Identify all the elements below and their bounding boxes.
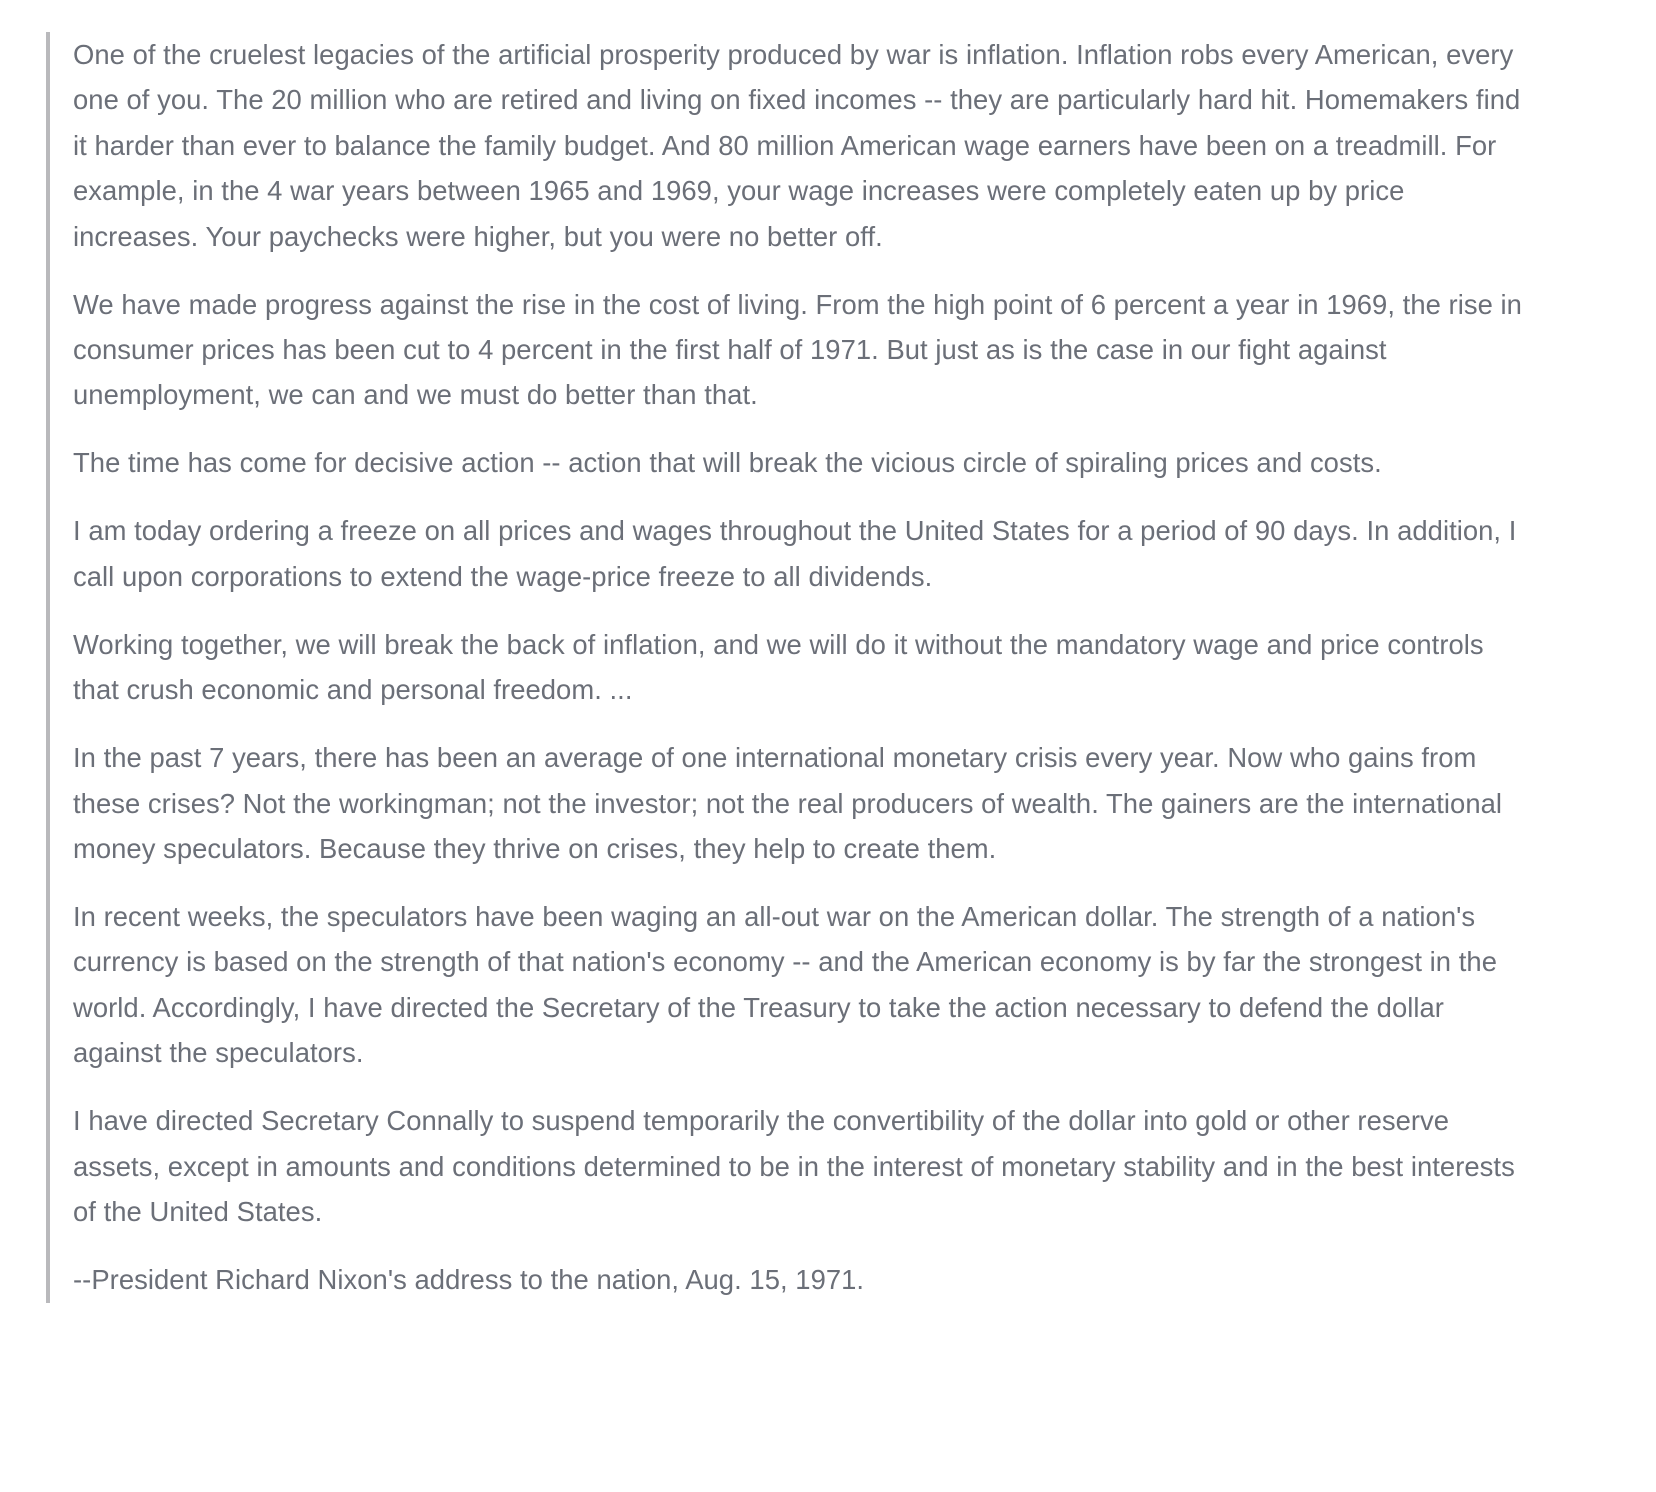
paragraph-price-wage-freeze: I am today ordering a freeze on all prices and wages throughout the United States for a period of 90 days. In addition, I call upon corporations to extend the wage-price freeze to all dividends. bbox=[73, 515, 1517, 592]
quote-attribution: --President Richard Nixon's address to the nation, Aug. 15, 1971. bbox=[73, 1264, 865, 1296]
paragraph-gold-convertibility: I have directed Secretary Connally to suspend temporarily the convertibility of the dollar into gold or other reserve assets, except in amounts and conditions determined to be in the interest of monetary stability and in the best interests of the United States. bbox=[73, 1105, 1515, 1228]
paragraph-working-together: Working together, we will break the back of inflation, and we will do it without the mandatory wage and price controls that crush economic and personal freedom. ... bbox=[73, 628, 1484, 706]
paragraph-decisive-action: The time has come for decisive action -- action that will break the vicious circle of spiraling prices and costs. bbox=[73, 447, 1382, 479]
nixon-address-blockquote bbox=[46, 32, 1536, 1303]
paragraph-speculators: In recent weeks, the speculators have been waging an all-out war on the American dollar. The strength of a nation's currency is based on the strength of that nation's economy -- and the American economy is by far the strongest in the world. Accordingly, I have directed the Secretary of the Treasury to take the action necessary to defend the dollar against the speculators. bbox=[73, 901, 1497, 1069]
paragraph-inflation: One of the cruelest legacies of the artificial prosperity produced by war is inflation. Inflation robs every American, every one of you. The 20 million who are retired and living on fixed incomes -- they are particularly hard hit. Homemakers find it harder than ever to balance the family budget. And 80 million American wage earners have been on a treadmill. For example, in the 4 war years between 1965 and 1969, your wage increases were completely eaten up by price increases. Your paychecks were higher, but you were no better off. bbox=[73, 39, 1521, 252]
paragraph-monetary-crises: In the past 7 years, there has been an average of one international monetary crisis every year. Now who gains from these crises? Not the workingman; not the investor; not the real producers of wealth. The gainers are the international money speculators. Because they thrive on crises, they help to create them. bbox=[73, 742, 1503, 865]
paragraph-cost-of-living: We have made progress against the rise in the cost of living. From the high point of 6 percent a year in 1969, the rise in consumer prices has been cut to 4 percent in the first half of 1971. But just as is the case in our fight against unemployment, we can and we must do better than that. bbox=[73, 288, 1522, 411]
